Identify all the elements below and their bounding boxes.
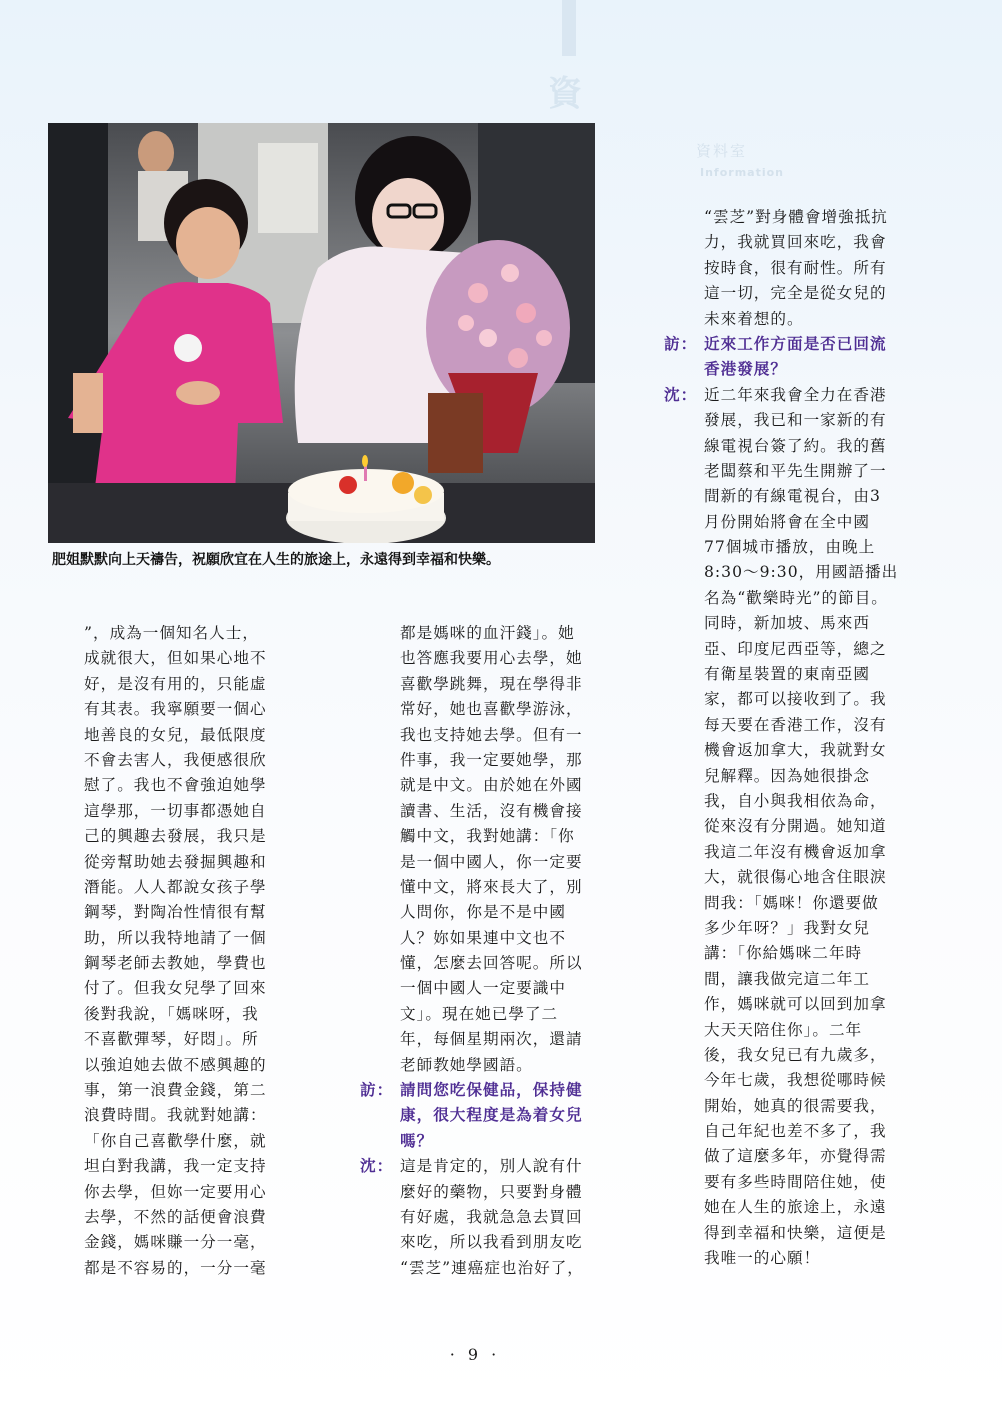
text-line: 「你自己喜歡學什麼，就: [84, 1131, 267, 1150]
text-line: 後對我說，「媽咪呀，我: [84, 1004, 259, 1023]
text-line: 做了這麼多年，亦覺得需: [704, 1147, 887, 1166]
text-line: 是一個中國人，你一定要: [400, 852, 583, 871]
text-line: 有衛星裝置的東南亞國: [704, 665, 870, 684]
text-column-3: [664, 205, 914, 1271]
text-line: 自己年紀也差不多了，我: [704, 1122, 887, 1141]
text-line: 得到幸福和快樂，這便是: [704, 1223, 887, 1242]
text-line: 老師教她學國語。: [400, 1055, 533, 1074]
question-health-supplement: [360, 1078, 608, 1154]
text-line: 按時食，很有耐性。所有: [704, 258, 887, 277]
section-label-en: Information: [700, 166, 784, 179]
text-line: 不會去害人，我便感很欣: [84, 750, 267, 769]
text-line: 讀書、生活，沒有機會接: [400, 801, 583, 820]
text-line: 要有多些時間陪住她，使: [704, 1172, 887, 1191]
text-line: 家，都可以接收到了。我: [704, 690, 887, 709]
text-line: 大，就很傷心地含住眼淚: [704, 868, 887, 887]
text-line: 作，媽咪就可以回到加拿: [704, 995, 887, 1014]
header-decor-bar: [562, 0, 576, 56]
text-line: 年，每個星期兩次，還請: [400, 1030, 583, 1049]
text-line: 老闆蔡和平先生開辦了一: [704, 461, 887, 480]
text-line: 今年七歲，我想從哪時候: [704, 1071, 887, 1090]
text-line: 香港發展？: [704, 360, 787, 379]
text-line: 文」。現在她已學了二: [400, 1004, 559, 1023]
interviewee-tag: 沈：: [664, 385, 698, 404]
text-line: 有好處，我就急急去買回: [400, 1207, 583, 1226]
text-line: 問我：「媽咪！你還要做: [704, 893, 879, 912]
text-column-1: [84, 621, 294, 1281]
text-line: 麼好的藥物，只要對身體: [400, 1182, 583, 1201]
text-line: 你去學，但妳一定要用心: [84, 1182, 267, 1201]
text-line: 事，第一浪費金錢，第二: [84, 1081, 267, 1100]
text-line: 一個中國人一定要識中: [400, 979, 566, 998]
text-line: 件事，我一定要她學，那: [400, 750, 583, 769]
text-line: 鋼琴，對陶冶性情很有幫: [84, 903, 267, 922]
text-line: 地善良的女兒，最低限度: [84, 725, 267, 744]
text-line: 助，所以我特地請了一個: [84, 928, 267, 947]
answer-continued: [360, 621, 608, 1078]
text-line: 好，是沒有用的，只能虛: [84, 674, 267, 693]
text-line: 以強迫她去做不感興趣的: [84, 1055, 267, 1074]
interviewer-tag: 訪：: [360, 1081, 394, 1100]
text-line: 常好，她也喜歡學游泳，: [400, 700, 583, 719]
text-line: “雲芝”對身體會增強抵抗: [704, 208, 888, 226]
text-line: 8:30～9:30，用國語播出: [704, 563, 899, 582]
text-line: 線電視台簽了約。我的舊: [704, 436, 887, 455]
text-line: 喜歡學跳舞，現在學得非: [400, 674, 583, 693]
text-line: 我這二年沒有機會返加拿: [704, 842, 887, 861]
text-line: 請問您吃保健品，保持健: [400, 1081, 583, 1100]
text-line: 浪費時間。我就對她講：: [84, 1106, 267, 1125]
text-line: 嗎？: [400, 1131, 434, 1150]
text-line: 我也支持她去學。但有一: [400, 725, 583, 744]
text-line: 機會返加拿大，我就對女: [704, 741, 887, 760]
text-line: 力，我就買回來吃，我會: [704, 233, 887, 252]
text-line: 發展，我已和一家新的有: [704, 411, 887, 430]
interviewer-tag: 訪：: [664, 334, 698, 353]
text-line: 講：「你給媽咪二年時: [704, 944, 863, 963]
text-line: 人問你，你是不是中國: [400, 903, 566, 922]
article-photo: [48, 123, 595, 543]
text-line: 都是不容易的，一分一毫: [84, 1258, 267, 1277]
text-line: 她在人生的旅途上，永遠: [704, 1198, 887, 1217]
text-line: 坦白對我講，我一定支持: [84, 1157, 267, 1176]
text-line: 都是媽咪的血汗錢」。她: [400, 624, 575, 642]
text-line: 大天天陪住你」。二年: [704, 1020, 863, 1039]
text-line: 未來着想的。: [704, 309, 804, 328]
text-line: 開始，她真的很需要我，: [704, 1096, 887, 1115]
photo-illustration: [48, 123, 595, 543]
text-line: 觸中文，我對她講：「你: [400, 827, 575, 846]
text-line: 多少年呀？」我對女兒: [704, 918, 870, 937]
text-line: 名為“歡樂時光”的節目。: [704, 588, 888, 607]
text-line: 亞、印度尼西亞等，總之: [704, 639, 887, 658]
text-line: 月份開始將會在全中國: [704, 512, 870, 531]
text-line: 金錢，媽咪賺一分一毫，: [84, 1233, 267, 1252]
answer-health-supplement: [360, 1154, 608, 1281]
text-line: 近二年來我會全力在香港: [704, 385, 887, 404]
text-line: 也答應我要用心去學，她: [400, 649, 583, 668]
text-line: 來吃，所以我看到朋友吃: [400, 1233, 583, 1252]
text-line: 間，讓我做完這二年工: [704, 969, 870, 988]
text-line: 兒解釋。因為她很掛念: [704, 766, 870, 785]
text-line: 懂中文，將來長大了，別: [400, 877, 583, 896]
text-line: 慰了。我也不會強迫她學: [84, 776, 267, 795]
text-line: “雲芝”連癌症也治好了，: [400, 1258, 584, 1277]
text-line: 我，自小與我相依為命，: [704, 791, 887, 810]
text-line: 付了。但我女兒學了回來: [84, 979, 267, 998]
text-line: 懂，怎麼去回答呢。所以: [400, 954, 583, 973]
text-line: 77個城市播放，由晚上: [704, 538, 876, 557]
section-label: 資料室: [696, 142, 748, 160]
text-line: 後，我女兒已有九歲多，: [704, 1045, 887, 1064]
text-line: 近來工作方面是否已回流: [704, 334, 887, 353]
photo-caption: 肥姐默默向上天禱告，祝願欣宜在人生的旅途上，永遠得到幸福和快樂。: [52, 552, 500, 568]
page-number: · 9 ·: [449, 1345, 501, 1364]
text-column-2: [360, 621, 608, 1281]
text-line: 我唯一的心願！: [704, 1249, 821, 1268]
text-line: 人？妳如果連中文也不: [400, 928, 566, 947]
text-line: 就是中文。由於她在外國: [400, 776, 583, 795]
text-line: 間新的有線電視台，由3: [704, 487, 881, 506]
text-line: 鋼琴老師去教她，學費也: [84, 954, 267, 973]
text-line: 這學那，一切事都憑她自: [84, 801, 267, 820]
text-line: 每天要在香港工作，沒有: [704, 715, 887, 734]
text-line: 這一切，完全是從女兒的: [704, 284, 887, 303]
section-title-decor: 資: [548, 74, 582, 114]
text-line: 同時，新加坡、馬來西: [704, 614, 870, 633]
text-line: 去學，不然的話便會浪費: [84, 1207, 267, 1226]
interviewee-tag: 沈：: [360, 1157, 394, 1176]
text-line: 不喜歡彈琴，好悶」。所: [84, 1030, 259, 1049]
text-line: 成就很大，但如果心地不: [84, 649, 267, 668]
answer-continued: [664, 205, 914, 332]
text-line: 潛能。人人都說女孩子學: [84, 877, 267, 896]
text-line: 從旁幫助她去發掘興趣和: [84, 852, 267, 871]
text-line: 有其表。我寧願要一個心: [84, 700, 267, 719]
text-line: 康，很大程度是為着女兒: [400, 1106, 583, 1125]
text-line: 己的興趣去發展，我只是: [84, 827, 267, 846]
text-line: 這是肯定的，別人說有什: [400, 1157, 583, 1176]
question-work-hong-kong: [664, 332, 914, 383]
text-line: 從來沒有分開過。她知道: [704, 817, 887, 836]
answer-work-hong-kong: [664, 383, 914, 1272]
text-line: ”，成為一個知名人士，: [84, 624, 259, 642]
